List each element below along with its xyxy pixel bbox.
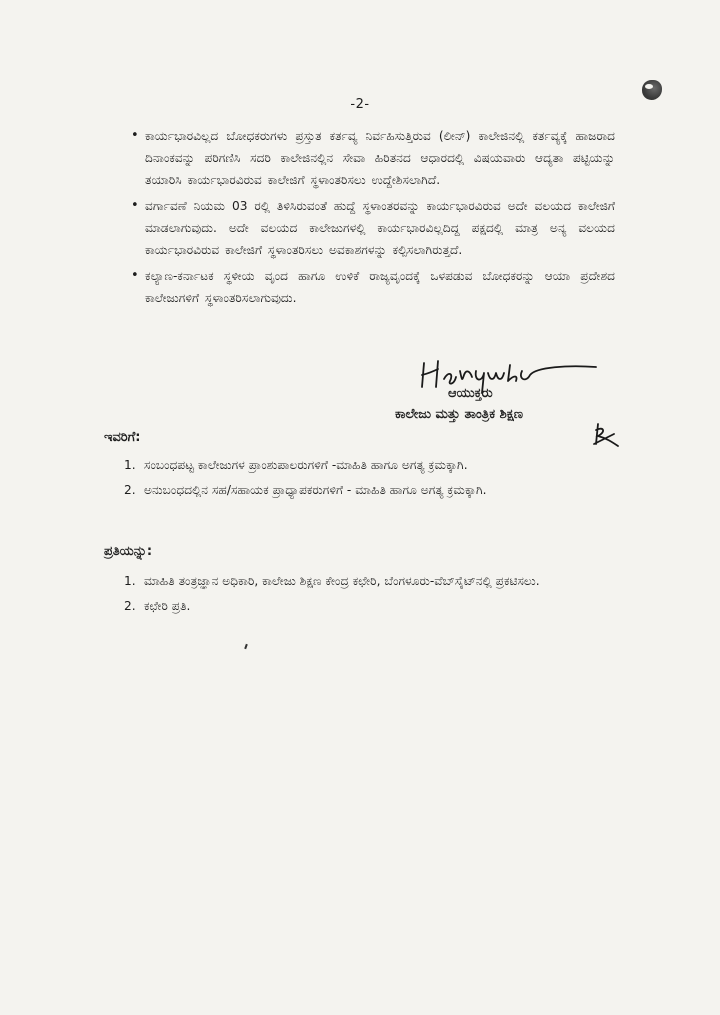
list-number: 1. [124,458,136,472]
list-item [124,454,624,477]
list-number: 2. [124,599,136,613]
list-text: ಕಛೇರಿ ಪ್ರತಿ. [144,599,191,613]
list-number: 2. [124,483,136,497]
recipients-heading: ಇವರಿಗೆ: [104,430,141,445]
list-text: ಅನುಬಂಧದಲ್ಲಿನ ಸಹ/ಸಹಾಯಕ ಪ್ರಾಧ್ಯಾಪಕರುಗಳಿಗೆ - ಮಾಹಿತಿ ಹಾಗೂ ಅಗತ್ಯ ಕ್ರಮಕ್ಕಾಗಿ. [144,483,487,497]
list-item [124,570,624,593]
signatory-name: ಆಯುಕ್ತರು [448,386,493,401]
bullet-item: • ವರ್ಗಾವಣೆ ನಿಯಮ 03 ರಲ್ಲಿ ತಿಳಿಸಿರುವಂತೆ ಹುದ್ದೆ ಸ್ಥಳಾಂತರವನ್ನು ಕಾರ್ಯಭಾರವಿರುವ ಅದೇ ವಲಯದ ಕಾಲೇಜಿಗೆ ಮಾಡಲಾಗುವುದು. ಅದೇ ವಲಯದ ಕಾಲೇಜುಗಳಲ್ಲಿ ಕಾರ್ಯಭಾರವಿಲ್ಲದಿದ್ದ ಪಕ್ಷದಲ್ಲಿ ಮಾತ್ರ ಅನ್ಯ ವಲಯದ ಕಾರ್ಯಭಾರವಿರುವ ಕಾಲೇಜಿಗೆ ಸ್ಥಳಾಂತರಿಸಲು ಅವಕಾಶಗಳನ್ನು ಕಲ್ಪಿಸಲಾಗಿರುತ್ತದೆ. [145,195,615,261]
copies-list [124,570,624,620]
list-text: ಮಾಹಿತಿ ತಂತ್ರಜ್ಞಾನ ಅಧಿಕಾರಿ, ಕಾಲೇಜು ಶಿಕ್ಷಣ ಕೇಂದ್ರ ಕಛೇರಿ, ಬೆಂಗಳೂರು-ವೆಬ್‌ಸೈಟ್‌ನಲ್ಲಿ ಪ್ರಕಟಿಸಲು. [144,574,540,588]
bullet-list [145,125,615,313]
handwritten-signature [418,357,603,395]
list-item [124,595,624,618]
list-item [124,479,624,502]
recipients-list [124,454,624,504]
stray-mark [244,644,248,649]
copies-heading: ಪ್ರತಿಯನ್ನು: [104,544,153,559]
page-number: -2- [350,97,370,112]
signatory-department: ಕಾಲೇಜು ಮತ್ತು ತಾಂತ್ರಿಕ ಶಿಕ್ಷಣ [395,407,523,422]
list-text: ಸಂಬಂಧಪಟ್ಟ ಕಾಲೇಜುಗಳ ಪ್ರಾಂಶುಪಾಲರುಗಳಿಗೆ -ಮಾಹಿತಿ ಹಾಗೂ ಅಗತ್ಯ ಕ್ರಮಕ್ಕಾಗಿ. [144,458,468,472]
initials-mark [588,420,624,450]
bullet-item: • ಕಲ್ಯಾಣ-ಕರ್ನಾಟಕ ಸ್ಥಳೀಯ ವೃಂದ ಹಾಗೂ ಉಳಿಕೆ ರಾಜ್ಯವೃಂದಕ್ಕೆ ಒಳಪಡುವ ಬೋಧಕರನ್ನು ಆಯಾ ಪ್ರದೇಶದ ಕಾಲೇಜುಗಳಿಗೆ ಸ್ಥಳಾಂತರಿಸಲಾಗುವುದು. [145,265,615,309]
bullet-item: • ಕಾರ್ಯಭಾರವಿಲ್ಲದ ಬೋಧಕರುಗಳು ಪ್ರಸ್ತುತ ಕರ್ತವ್ಯ ನಿರ್ವಹಿಸುತ್ತಿರುವ (ಲೀನ್) ಕಾಲೇಜಿನಲ್ಲಿ ಕರ್ತವ್ಯಕ್ಕೆ ಹಾಜರಾದ ದಿನಾಂಕವನ್ನು ಪರಿಗಣಿಸಿ ಸದರಿ ಕಾಲೇಜಿನಲ್ಲಿನ ಸೇವಾ ಹಿರಿತನದ ಆಧಾರದಲ್ಲಿ ವಿಷಯವಾರು ಆದ್ಯತಾ ಪಟ್ಟಿಯನ್ನು ತಯಾರಿಸಿ ಕಾರ್ಯಭಾರವಿರುವ ಕಾಲೇಜಿಗೆ ಸ್ಥಳಾಂತರಿಸಲು ಉದ್ದೇಶಿಸಲಾಗಿದೆ. [145,125,615,191]
list-number: 1. [124,574,136,588]
